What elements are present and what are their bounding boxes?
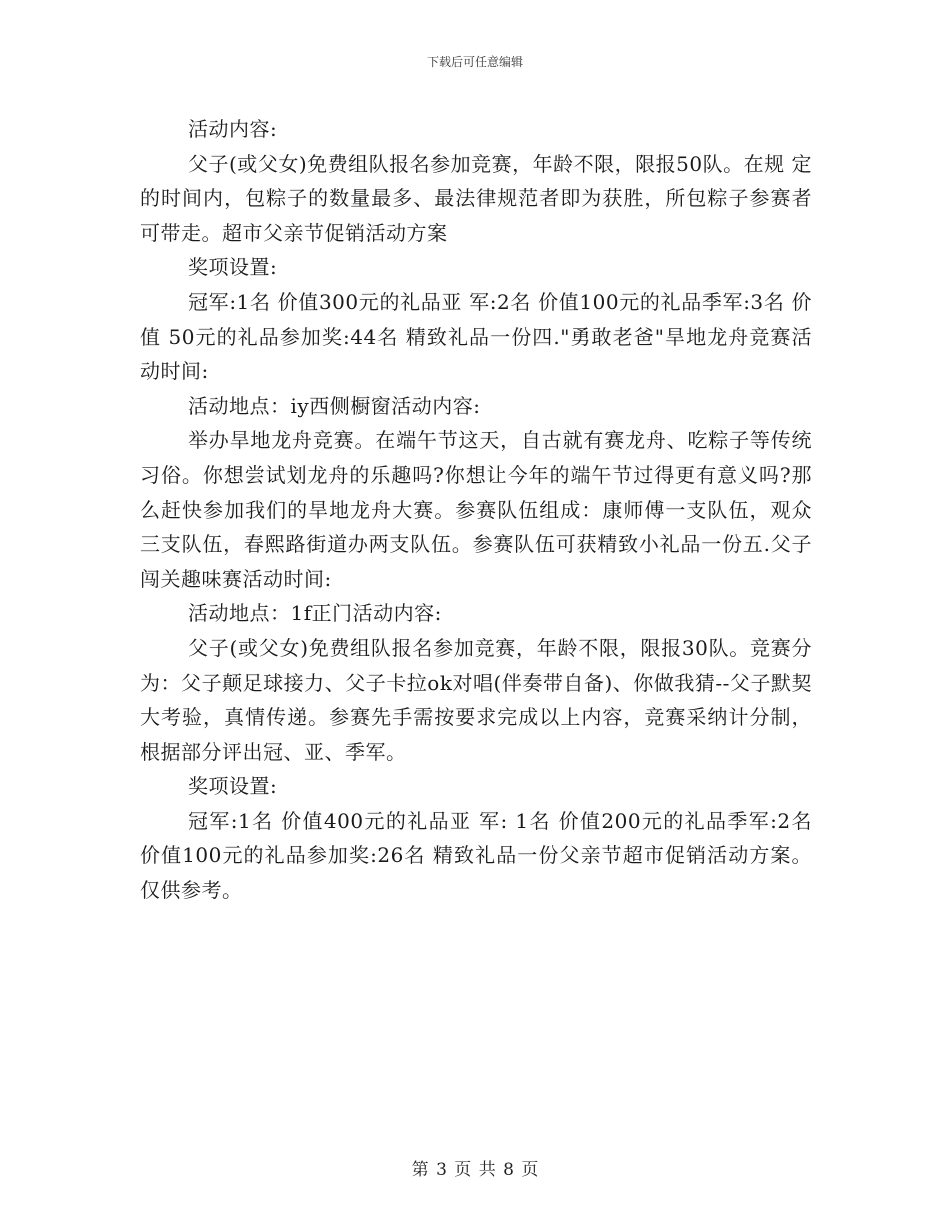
- paragraph-awards-label: 奖项设置:: [188, 255, 278, 280]
- paragraph-activity-content-label: 活动内容:: [188, 117, 278, 141]
- paragraph-zongzi-contest: 父子(或父女)免费组队报名参加竞赛，年龄不限，限报50队。在规 定的时间内，包粽子的数量最多、最法律规范者即为获胜，所包粽子参赛者可带走。超市父亲节促销活动方案: [140, 151, 812, 245]
- paragraph-challenge-contest: 父子(或父女)免费组队报名参加竞赛，年龄不限，限报30队。竞赛分为：父子颠足球接力、父子卡拉ok对唱(伴奏带自备)、你做我猜--父子默契大考验，真情传递。参赛先手需按要求完成以上内容，竞赛采纳计分制，根据部分评出冠、亚、季军。: [140, 635, 812, 764]
- paragraph-awards-challenge: 冠军:1名 价值400元的礼品亚 军: 1名 价值200元的礼品季军:2名 价值100元的礼品参加奖:26名 精致礼品一份父亲节超市促销活动方案。仅供参考。: [140, 808, 812, 903]
- document-body: [140, 112, 812, 908]
- paragraph-challenge-location: 活动地点：1f正门活动内容:: [188, 601, 442, 626]
- paragraph-awards-zongzi: 冠军:1名 价值300元的礼品亚 军:2名 价值100元的礼品季军:3名 价值 50元的礼品参加奖:44名 精致礼品一份四."勇敢老爸"旱地龙舟竞赛活动时间:: [140, 289, 812, 384]
- paragraph-dragon-boat-location: 活动地点：iy西侧橱窗活动内容:: [188, 393, 481, 418]
- paragraph-awards-label-2: 奖项设置:: [188, 774, 278, 799]
- page-header: 下载后可任意编辑: [426, 55, 523, 69]
- page-footer: 第 3 页 共 8 页: [411, 1160, 539, 1180]
- paragraph-dragon-boat-contest: 举办旱地龙舟竞赛。在端午节这天，自古就有赛龙舟、吃粽子等传统习俗。你想尝试划龙舟的乐趣吗?你想让今年的端午节过得更有意义吗?那么赶快参加我们的旱地龙舟大赛。参赛队伍组成：康师傅一支队伍，观众三支队伍，春熙路街道办两支队伍。参赛队伍可获精致小礼品一份五.父子闯关趣味赛活动时间:: [140, 428, 812, 591]
